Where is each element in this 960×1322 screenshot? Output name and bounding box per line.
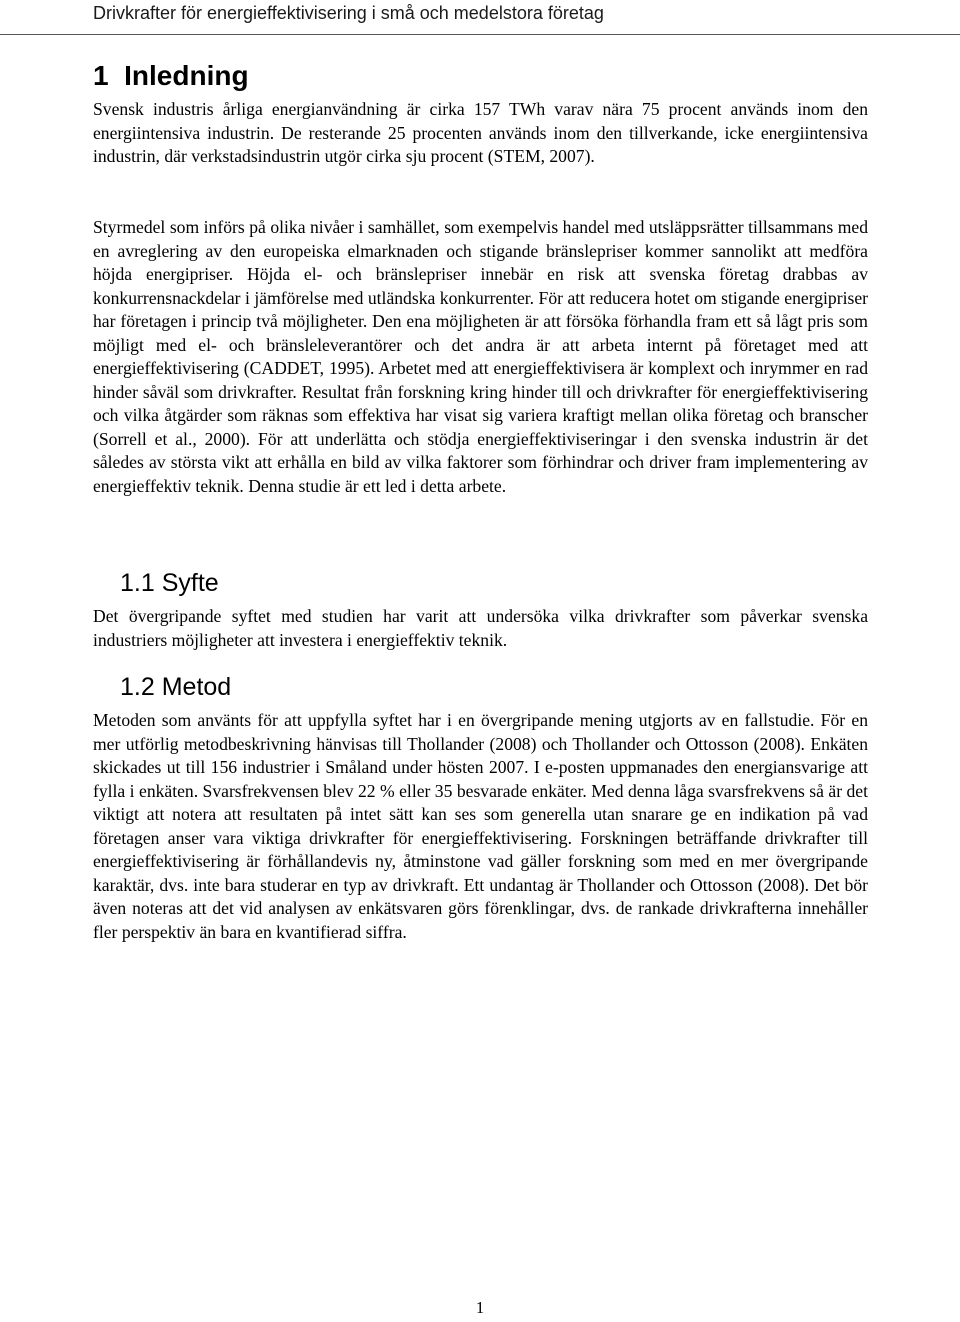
subsection-heading-syfte [120, 567, 219, 599]
subsection-heading-metod [120, 671, 231, 703]
subsection-title: Metod [161, 673, 232, 701]
header-divider [0, 34, 960, 35]
page-number: 1 [475, 1298, 485, 1317]
section-heading [93, 56, 249, 96]
subsection-title: Syfte [161, 569, 219, 597]
intro-paragraph-2: Styrmedel som införs på olika nivåer i samhället, som exempelvis handel med utsläppsrätter tillsammans med en avreglering av den europeiska elmarknaden och stigande bränslepriser kommer sannolikt att medföra höjda energipriser. Höjda el- och bränslepriser innebär en risk att svenska företag drabbas av konkurrensnackdelar i jämförelse med utländska konkurrenter. För att reducera hotet om stigande energipriser har företagen i princip två möjligheter. Den ena möjligheten är att försöka förhandla fram ett så lågt pris som möjligt med el- och bränsleleverantörer och det andra är att arbeta internt på företaget med att energieffektivisering (CADDET, 1995). Arbetet med att energieffektivisera är komplext och inrymmer en rad hinder såväl som drivkrafter. Resultat från forskning kring hinder till och drivkrafter för energieffektivisering och vilka åtgärder som räknas som effektiva har visat sig variera kraftigt mellan olika företag och branscher (Sorrell et al., 2000). För att underlätta och stödja energieffektiviseringar i den svenska industrin är det således av största vikt att erhålla en bild av vilka faktorer som förhindrar och driver fram implementering av energieffektiv teknik. Denna studie är ett led i detta arbete. [93, 217, 868, 497]
intro-paragraph-1: Svensk industris årliga energianvändning är cirka 157 TWh varav nära 75 procent används inom den energiintensiva industrin. De resterande 25 procenten används inom den tillverkande, icke energiintensiva industrin, där verkstadsindustrin utgör cirka sju procent (STEM, 2007). [93, 99, 868, 167]
running-header: Drivkrafter för energieffektivisering i små och medelstora företag [93, 3, 604, 23]
subsection-number: 1.2 [120, 673, 155, 701]
subsection-number: 1.1 [120, 569, 155, 597]
section-number: 1 [93, 60, 109, 91]
syfte-paragraph: Det övergripande syftet med studien har varit att undersöka vilka drivkrafter som påverkar svenska industriers möjligheter att investera i energieffektiv teknik. [93, 606, 868, 650]
metod-paragraph: Metoden som använts för att uppfylla syftet har i en övergripande mening utgjorts av en fallstudie. För en mer utförlig metodbeskrivning hänvisas till Thollander (2008) och Thollander och Ottosson (2008). Enkäten skickades ut till 156 industrier i Småland under hösten 2007. I e-posten uppmanades den energiansvarige att fylla i enkäten. Svarsfrekvensen blev 22 % eller 35 besvarade enkäter. Med denna låga svarsfrekvens så är det viktigt att notera att resultaten på intet sätt kan ses som generella utan snarare ge en indikation på vad företagen anser vara viktiga drivkrafter för energieffektivisering. Forskningen beträffande drivkrafter till energieffektivisering är förhållandevis ny, åtminstone vad gäller forskning som med en mer övergripande karaktär, dvs. inte bara studerar en typ av drivkraft. Ett undantag är Thollander och Ottosson (2008). Det bör även noteras att det vid analysen av enkätsvaren görs förenklingar, dvs. de rankade drivkrafterna innehåller fler perspektiv än bara en kvantifierad siffra. [93, 710, 868, 942]
section-title: Inledning [124, 60, 249, 91]
